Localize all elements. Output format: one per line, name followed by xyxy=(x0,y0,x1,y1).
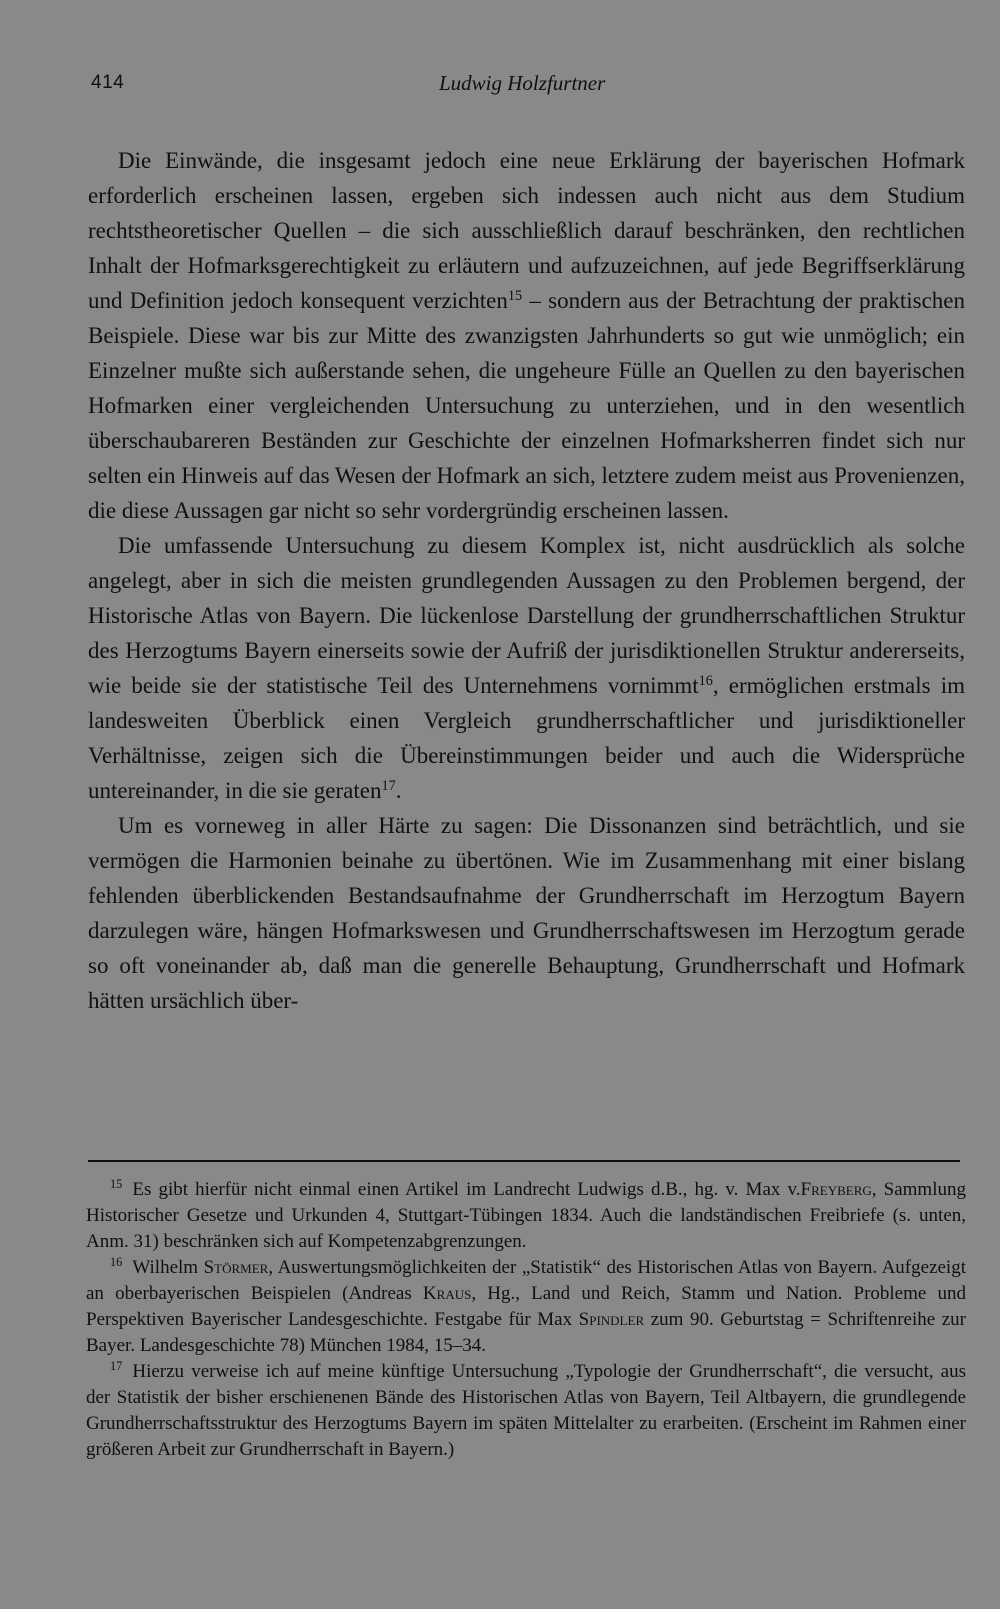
footnote-text: , Auswertungsmöglichkeiten der „Statistik“ des Historischen Atlas von Bayern. Aufgezeigt an oberbayerischen Beispielen (Andreas xyxy=(86,1257,966,1304)
paragraph-3-text: Um es vorneweg in aller Härte zu sagen: Die Dissonanzen sind beträchtlich, und sie vermögen die Harmonien beinahe zu übertönen. Wie im Zusammenhang mit einer bislang fehlenden überblickenden Bestandsaufnahme der Grundherrschaft im Herzogtum Bayern darzulegen wäre, hängen Hofmarkswesen und Grundherrschaftswesen im Herzogtum gerade so oft voneinander ab, daß man die generelle Behauptung, Grundherrschaft und Hofmark hätten ursächlich über- xyxy=(88,813,965,1013)
paragraph-2-text-a: Die umfassende Untersuchung zu diesem Komplex ist, nicht ausdrücklich als solche angelegt, aber in sich die meisten grundlegenden Aussagen zu den Problemen bergend, der Historische Atlas von Bayern. Die lückenlose Darstellung der grundherrschaftlichen Struktur des Herzogtums Bayern einerseits sowie der Aufriß der jurisdiktionellen Struktur andererseits, wie beide sie der statistische Teil des Unternehmens vornimmt xyxy=(88,533,965,698)
footnote-text: Hierzu verweise ich auf meine künftige Untersuchung „Typologie der Grundherrschaft“, die versucht, aus der Statistik der bisher erschienenen Bände des Historischen Atlas von Bayern, Teil Altbayern, die grundlegende Grundherrschaftsstruktur des Herzogtums Bayern im späten Mittelalter zu erarbeiten. (Erscheint im Rahmen einer größeren Arbeit zur Grundherrschaft in Bayern.) xyxy=(86,1361,966,1460)
footnote-16 xyxy=(86,1255,966,1359)
footnote-number: 15 xyxy=(110,1176,123,1191)
author-name: Störmer xyxy=(203,1257,269,1278)
paragraph-2-text-c: . xyxy=(395,778,402,803)
footnotes xyxy=(86,1177,966,1463)
page-number: 414 xyxy=(91,72,125,93)
footnote-ref-16: 16 xyxy=(698,673,713,690)
author-name: Freyberg xyxy=(800,1179,872,1200)
footnote-15 xyxy=(86,1177,966,1255)
footnote-number: 16 xyxy=(110,1254,123,1269)
footnote-ref-17: 17 xyxy=(381,778,396,795)
paragraph-3 xyxy=(88,808,965,1018)
paragraph-1-text-b: – sondern aus der Betrachtung der praktischen Beispiele. Diese war bis zur Mitte des zwanzigsten Jahrhunderts so gut wie unmöglich; ein Einzelner mußte sich außerstande sehen, die ungeheure Fülle an Quellen zu den bayerischen Hofmarken einer vergleichenden Untersuchung zu unterziehen, und in den wesentlich überschaubareren Beständen zur Geschichte der einzelnen Hofmarksherren findet sich nur selten ein Hinweis auf das Wesen der Hofmark an sich, letztere zudem meist aus Provenienzen, die diese Aussagen gar nicht so sehr vordergründig erscheinen lassen. xyxy=(88,288,965,523)
footnote-text: , Sammlung Historischer Gesetze und Urkunden 4, Stuttgart-Tübingen 1834. Auch die landständischen Freibriefe (s. unten, Anm. 31) beschränken sich auf Kompetenzabgrenzungen. xyxy=(86,1179,966,1252)
footnote-number: 17 xyxy=(110,1358,123,1373)
paragraph-1-text-a: Die Einwände, die insgesamt jedoch eine neue Erklärung der bayerischen Hofmark erforderlich erscheinen lassen, ergeben sich indessen auch nicht aus dem Studium rechtstheoretischer Quellen – die sich ausschließlich darauf beschränken, den rechtlichen Inhalt der Hofmarksgerechtigkeit zu erläutern und aufzuzeichnen, auf jede Begriffserklärung und Definition jedoch konsequent verzichten xyxy=(88,148,965,313)
author-name: Spindler xyxy=(578,1309,645,1330)
page-header xyxy=(91,72,961,102)
footnote-text: Wilhelm xyxy=(132,1257,204,1278)
footnote-text: Es gibt hierfür nicht einmal einen Artikel im Landrecht Ludwigs d.B., hg. v. Max v. xyxy=(132,1179,801,1200)
main-text xyxy=(88,143,965,1018)
footnote-17 xyxy=(86,1359,966,1463)
footnote-text: , Hg., Land und Reich, Stamm und Nation. Probleme und Perspektiven Bayerischer Landesgeschichte. Festgabe für Max xyxy=(86,1283,966,1330)
footnote-rule xyxy=(88,1160,960,1162)
footnote-text: zum 90. Geburtstag = Schriftenreihe zur Bayer. Landesgeschichte 78) München 1984, 15–34. xyxy=(86,1309,966,1356)
footnote-ref-15: 15 xyxy=(507,288,523,305)
paragraph-1 xyxy=(88,143,965,528)
paragraph-2-text-b: , ermöglichen erstmals im landesweiten Überblick einen Vergleich grundherrschaftlicher und jurisdiktioneller Verhältnisse, zeigen sich die Übereinstimmungen beider und auch die Widersprüche untereinander, in die sie geraten xyxy=(88,673,965,803)
author-name: Kraus xyxy=(422,1283,472,1304)
paragraph-2 xyxy=(88,528,965,808)
running-head: Ludwig Holzfurtner xyxy=(439,71,606,95)
